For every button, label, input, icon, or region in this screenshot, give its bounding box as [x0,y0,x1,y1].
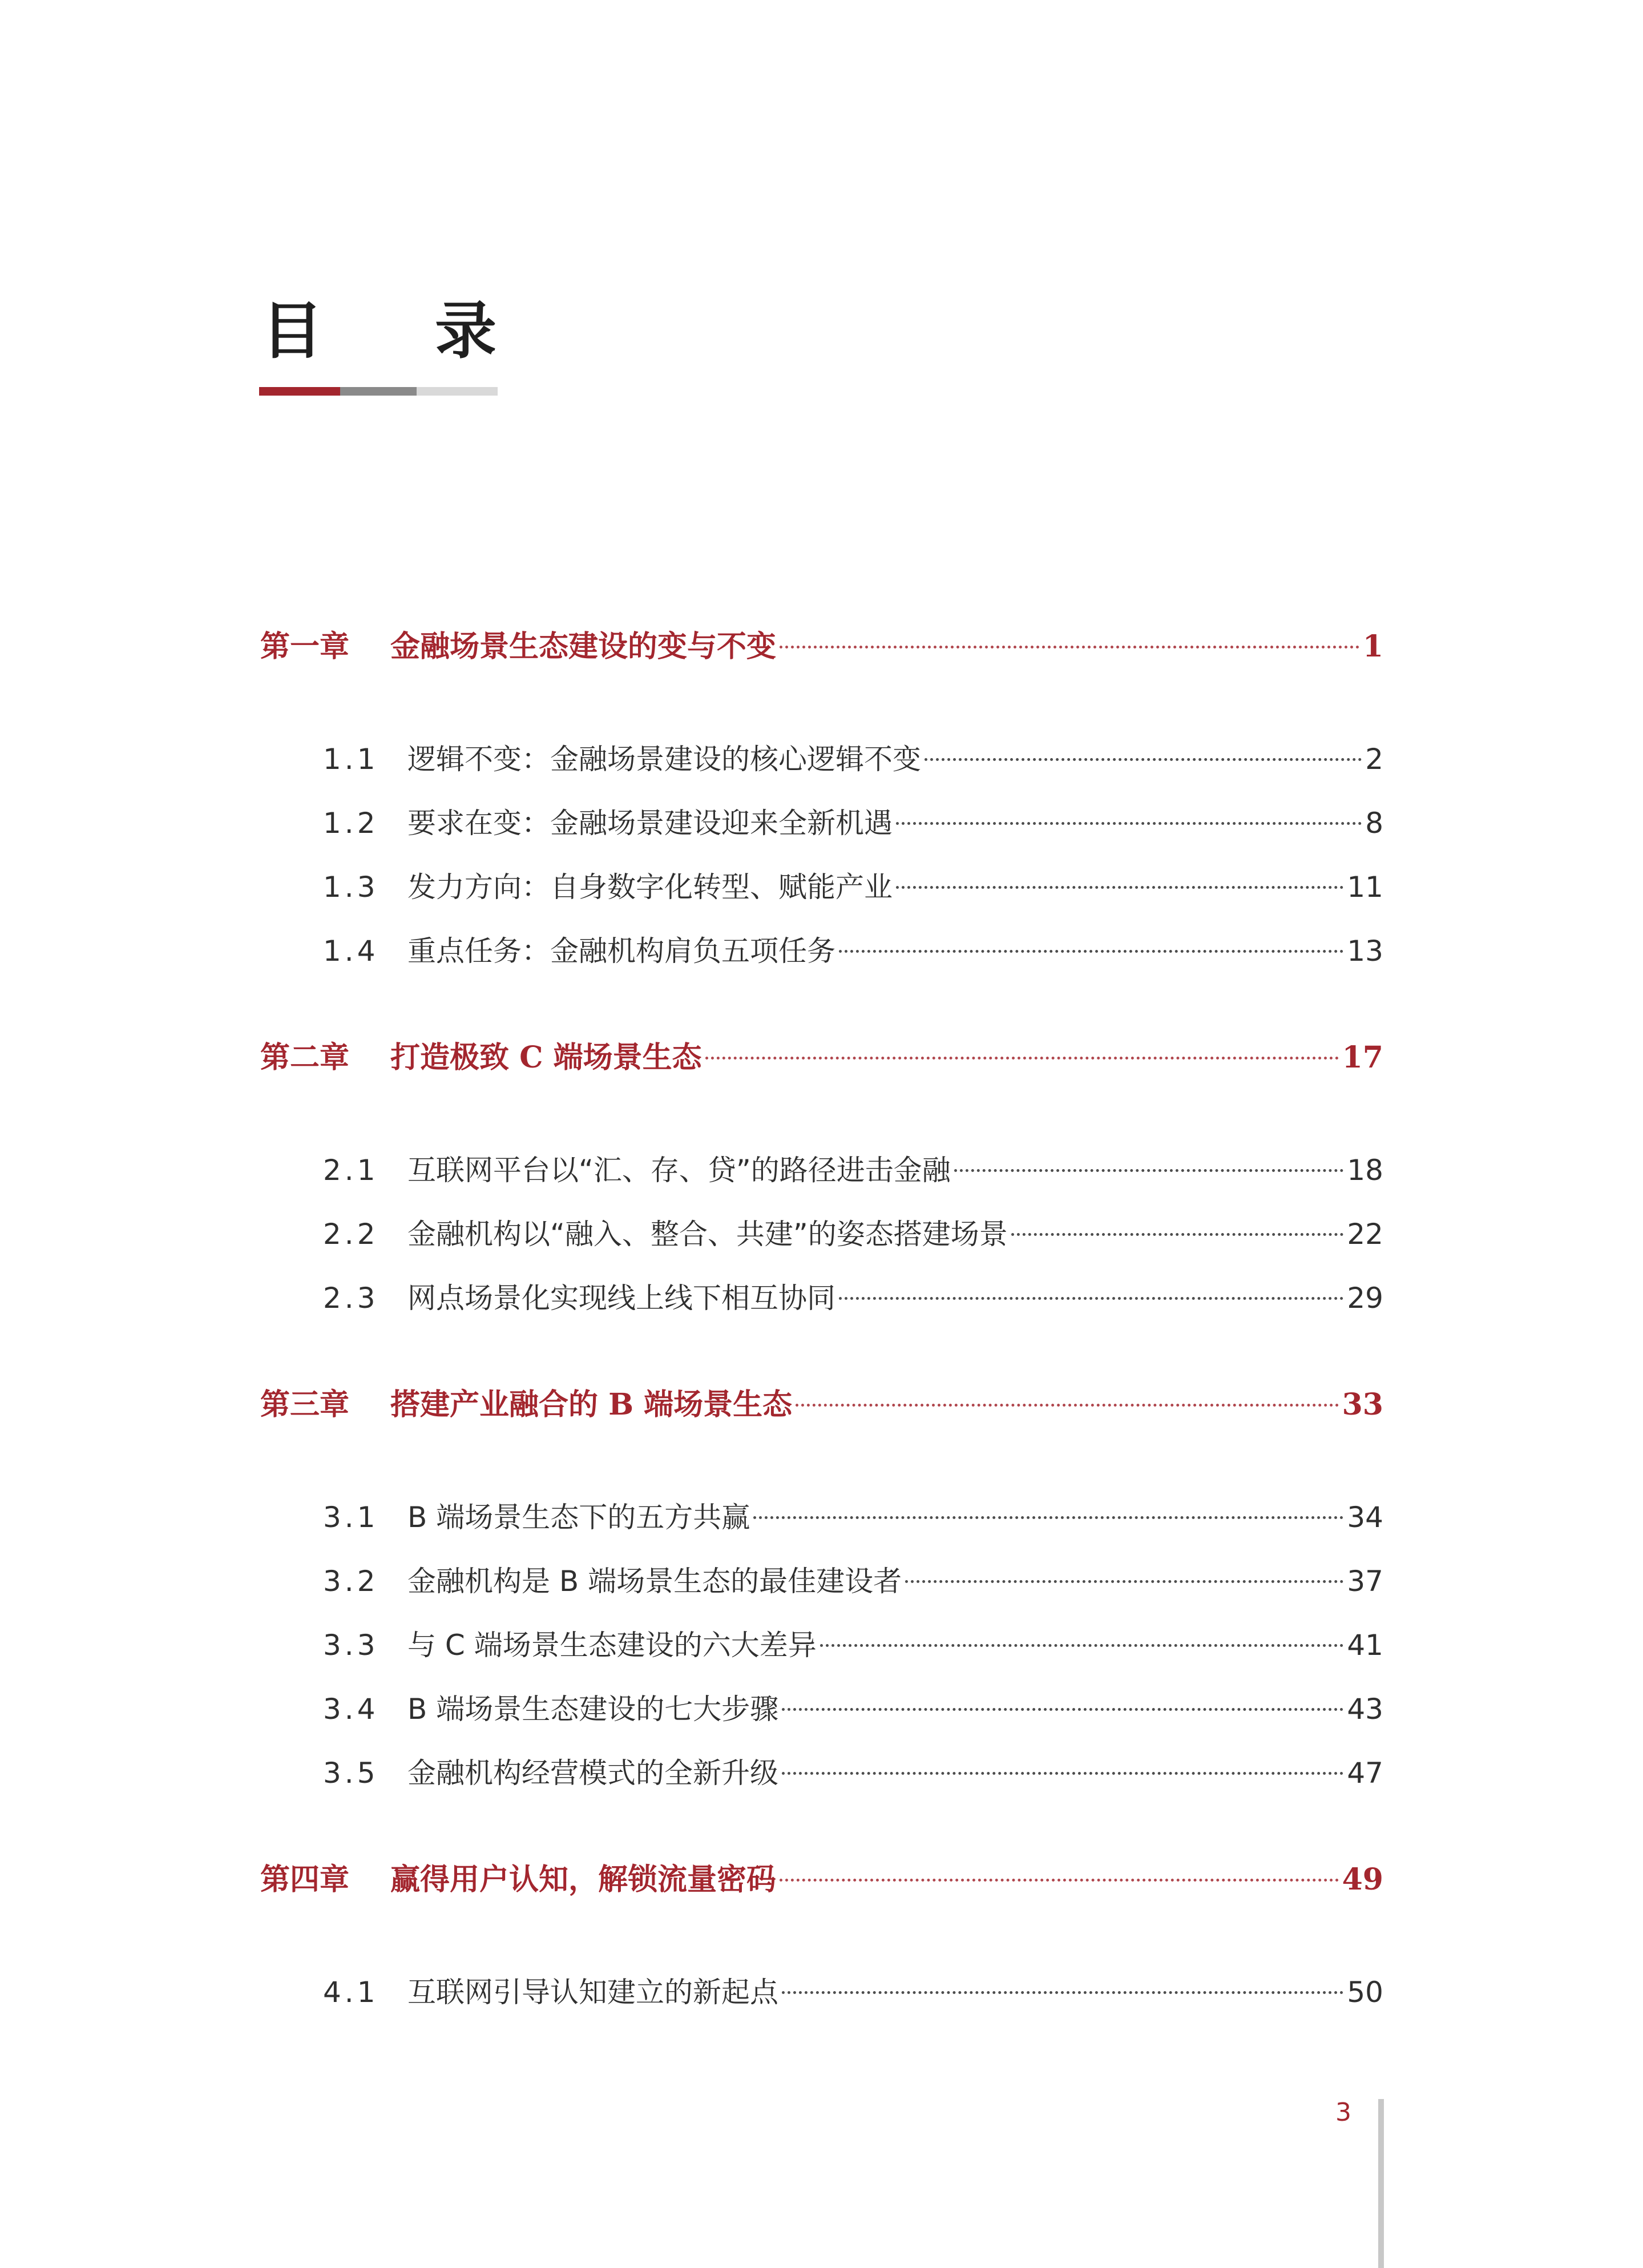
toc-section-1-3[interactable] [260,864,1383,905]
dot-leader [896,822,1362,825]
toc-chapter-2[interactable] [260,1033,1383,1076]
chapter-number: 第三章 [260,1387,350,1422]
chapter-page: 17 [1342,1040,1383,1075]
toc-section-3-1[interactable] [260,1494,1383,1536]
dot-leader [954,1169,1344,1172]
chapter-page: 1 [1362,629,1383,664]
chapter-page: 33 [1342,1387,1383,1422]
section-page: 13 [1347,934,1383,968]
dot-leader [753,1516,1343,1519]
toc-section-1-1[interactable] [260,736,1383,778]
section-title: 与 C 端场景生态建设的六大差异 [407,1629,817,1662]
section-title: 重点任务：金融机构肩负五项任务 [407,934,835,968]
title-char-2: 录 [435,295,497,367]
dot-leader [905,1580,1343,1583]
chapter-title: 赢得用户认知，解锁流量密码 [390,1862,777,1897]
dot-leader [925,758,1362,761]
section-number: 2.3 [323,1282,379,1315]
section-page: 41 [1347,1629,1383,1662]
toc-section-3-5[interactable] [260,1750,1383,1791]
toc-section-3-4[interactable] [260,1686,1383,1727]
section-page: 8 [1365,807,1383,840]
toc-section-4-1[interactable] [260,1969,1383,2011]
footer-side-rule [1378,2099,1384,2268]
toc-chapter-3[interactable] [260,1380,1383,1423]
section-number: 1.1 [323,743,379,776]
section-title: B 端场景生态建设的七大步骤 [407,1693,779,1726]
section-number: 1.4 [323,934,379,968]
dot-leader [839,1297,1343,1300]
section-number: 1.2 [323,807,379,840]
dot-leader [782,1991,1343,1994]
underline-light-segment [417,387,498,396]
section-title: 金融机构以“融入、整合、共建”的姿态搭建场景 [407,1218,1008,1251]
underline-gray-segment [340,387,417,396]
section-title: 金融机构经营模式的全新升级 [407,1757,778,1790]
chapter-number: 第二章 [260,1040,350,1075]
dot-leader [705,1057,1339,1060]
chapter-title: 搭建产业融合的 B 端场景生态 [390,1387,793,1422]
section-number: 3.5 [323,1757,379,1790]
page-title [261,294,496,368]
title-char-1: 目 [261,295,324,367]
section-page: 47 [1347,1757,1383,1790]
section-number: 3.1 [323,1501,379,1534]
section-page: 18 [1347,1154,1383,1187]
chapter-title: 金融场景生态建设的变与不变 [390,629,777,664]
section-title: 发力方向：自身数字化转型、赋能产业 [407,871,893,904]
section-number: 3.3 [323,1629,379,1662]
chapter-title: 打造极致 C 端场景生态 [390,1040,702,1075]
section-page: 29 [1347,1282,1383,1315]
footer-page-number: 3 [1335,2098,1351,2127]
section-title: 网点场景化实现线上线下相互协同 [407,1282,835,1315]
dot-leader [839,950,1343,953]
section-title: 互联网平台以“汇、存、贷”的路径进击金融 [407,1154,951,1187]
section-number: 1.3 [323,871,379,904]
chapter-number: 第一章 [260,629,350,664]
section-page: 2 [1365,743,1383,776]
toc-section-1-4[interactable] [260,928,1383,969]
dot-leader [896,886,1343,889]
section-number: 3.4 [323,1693,379,1726]
chapter-page: 49 [1342,1862,1383,1897]
underline-red-segment [259,387,340,396]
dot-leader [782,1708,1343,1711]
dot-leader [1011,1233,1344,1236]
dot-leader [782,1772,1343,1775]
section-page: 22 [1347,1218,1383,1251]
section-title: 互联网引导认知建立的新起点 [407,1976,778,2009]
toc-section-2-1[interactable] [260,1147,1383,1189]
section-page: 50 [1347,1976,1383,2009]
toc-section-2-3[interactable] [260,1275,1383,1316]
section-number: 3.2 [323,1565,379,1598]
dot-leader [780,646,1359,648]
dot-leader [820,1644,1344,1647]
section-page: 34 [1347,1501,1383,1534]
toc-chapter-1[interactable] [260,622,1383,665]
dot-leader [780,1879,1339,1882]
dot-leader [796,1404,1338,1407]
section-number: 2.1 [323,1154,379,1187]
toc-section-3-2[interactable] [260,1558,1383,1600]
toc-chapter-4[interactable] [260,1855,1383,1898]
section-title: 金融机构是 B 端场景生态的最佳建设者 [407,1565,902,1598]
toc-section-3-3[interactable] [260,1622,1383,1663]
section-number: 2.2 [323,1218,379,1251]
chapter-number: 第四章 [260,1862,350,1897]
section-title: B 端场景生态下的五方共赢 [407,1501,750,1534]
toc-section-2-2[interactable] [260,1211,1383,1252]
toc-section-1-2[interactable] [260,800,1383,841]
section-page: 11 [1347,871,1383,904]
section-title: 逻辑不变：金融场景建设的核心逻辑不变 [407,743,921,776]
section-number: 4.1 [323,1976,379,2009]
section-page: 43 [1347,1693,1383,1726]
section-title: 要求在变：金融场景建设迎来全新机遇 [407,807,893,840]
title-underline-bar [259,387,498,396]
section-page: 37 [1347,1565,1383,1598]
